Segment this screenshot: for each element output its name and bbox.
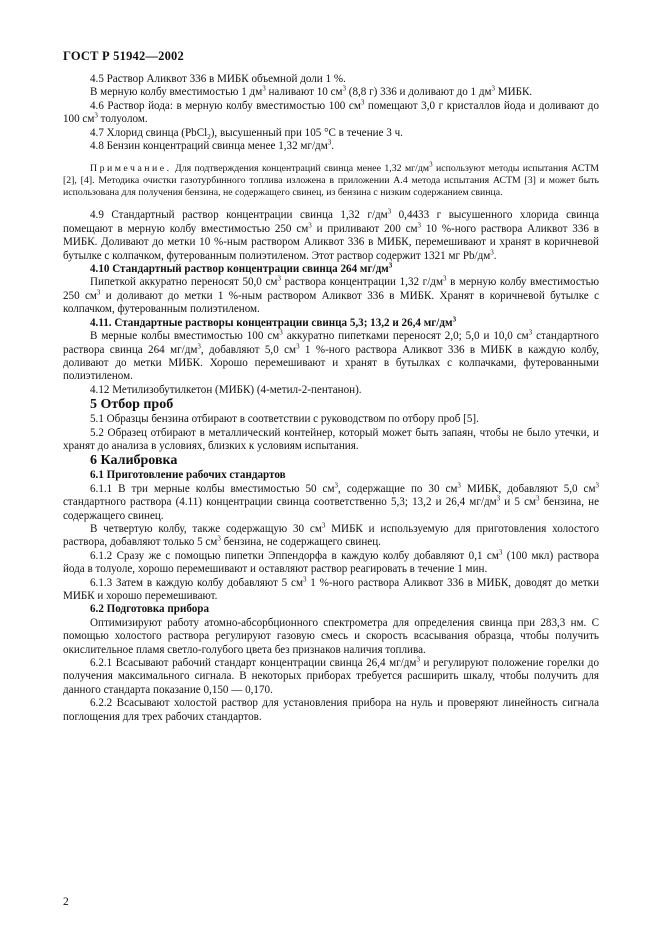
paragraph-6-1-2: 6.1.2 Сразу же с помощью пипетки Эппендорфа в каждую колбу добавляют 0,1 $см^3$ (100 мкл) раствора йода в толуоле, хорошо перемешивают и оставляют раствор реагировать в течение 1 мин.	[63, 548, 599, 576]
heading-4-11: 4.11. Стандартные растворы концентрации свинца 5,3; 13,2 и 26,4 $мг/дм^3$	[90, 315, 457, 329]
heading-4-10: 4.10 Стандартный раствор концентрации свинца 264 $мг/дм^3$	[90, 261, 393, 276]
heading-6-1: 6.1 Приготовление рабочих стандартов	[90, 469, 286, 482]
note-label: Примечание.	[90, 163, 172, 175]
paragraph-6-2: Оптимизируют работу атомно-абсорбционного спектрометра для определения свинца при 283,3 нм. С помощью холостого раствора регулируют газовую смесь и скорость всасывания образца, чтобы получить окислительное пламя светло-голубого цвета без признаков наличия топлива.	[63, 616, 599, 656]
paragraph-6-2-1: 6.2.1 Всасывают рабочий стандарт концентрации свинца 26,4 $мг/дм^3$ и регулируют положение горелки до получения максимального сигнала. В некоторых приборах требуется расширить шкалу, чтобы получить для данного стандарта показание 0,150 — 0,170.	[63, 655, 599, 696]
paragraph-6-1-1: 6.1.1 В три мерные колбы вместимостью 50 $см^3$, содержащие по 30 $см^3$ МИБК, добавляют 5,0 $см^3$ стандартного раствора (4.11) концентрации свинца соответственно 5,3; 13,2 и 26,4 $мг/дм^3$ и 5 $см^3$ бензина, не содержащего свинец.	[63, 481, 600, 522]
paragraph-6-1-3: 6.1.3 Затем в каждую колбу добавляют 5 $см^3$ 1 %-ного раствора Аликвот 336 в МИБК, доводят до метки МИБК и хорошо перемешивают.	[63, 574, 600, 602]
paragraph-4-8: 4.8 Бензин концентраций свинца менее 1,32 $мг/дм^3$.	[90, 138, 335, 153]
section-6-heading: 6 Калибровка	[90, 453, 178, 469]
page-number: 2	[63, 896, 69, 908]
paragraph-4-7: 4.7 Хлорид свинца (PbCl$_2$), высушенный при 105 °С в течение 3 ч.	[90, 126, 403, 141]
heading-6-2: 6.2 Подготовка прибора	[90, 603, 209, 616]
paragraph-6-1-1-blank: В четвертую колбу, также содержащую 30 $см^3$ МИБК и используемую для приготовления холостого раствора, добавляют только 5 $см^3$ бензина, не содержащего свинец.	[63, 521, 599, 549]
paragraph-5-1: 5.1 Образцы бензина отбирают в соответствии с руководством по отбору проб [5].	[90, 413, 479, 426]
paragraph-4-9: 4.9 Стандартный раствор концентрации свинца 1,32 $г/дм^3$ 0,4433 г высушенного хлорида свинца помещают в мерную колбу вместимостью 250 $см^3$ и приливают 200 $см^3$ 10 %-ного раствора Аликвот 336 в МИБК. Доливают до метки 10 %-ным раствором Аликвот 336 в МИБК, перемешивают и хранят в коричневой бутылке с колпачком, футерованным полиэтиленом. Этот раствор содержит 1321 мг $Pb/дм^3$.	[63, 207, 600, 262]
paragraph-4-11: В мерные колбы вместимостью 100 $см^3$ аккуратно пипетками переносят 2,0; 5,0 и 10,0 $см^3$ стандартного раствора свинца 264 $мг/дм^3$, добавляют 5,0 $см^3$ 1 %-ного раствора Аликвот 336 в МИБК в каждую колбу, доливают до метки МИБК. Хорошо перемешивают и хранят в бутылках с колпачками, футерованными полиэтиленом.	[63, 328, 599, 383]
paragraph-4-6: 4.6 Раствор йода: в мерную колбу вместимостью 100 $см^3$ помещают 3,0 г кристаллов йода и доливают до 100 $см^3$ толуолом.	[63, 98, 599, 126]
document-header: ГОСТ Р 51942—2002	[63, 49, 184, 63]
note-paragraph: Примечание. Для подтверждения концентраций свинца менее 1,32 $мг/дм^3$ используют методы испытания АСТМ [2], [4]. Методика очистки газотурбинного топлива изложена в приложении А.4 метода испытания АСТМ [3] и может быть использована для получения бензина, не содержащего свинец, из бензина с низким содержанием свинца.	[63, 161, 599, 199]
document-body	[63, 73, 599, 724]
paragraph-4-5: 4.5 Раствор Аликвот 336 в МИБК объемной доли 1 %.	[90, 73, 346, 85]
paragraph-4-5-body: В мерную колбу вместимостью 1 $дм^3$ наливают 10 $см^3$ (8,8 г) 336 и доливают до 1 $дм^3$ МИБК.	[90, 84, 533, 99]
paragraph-4-10: Пипеткой аккуратно переносят 50,0 $см^3$ раствора концентрации 1,32 $г/дм^3$ в мерную колбу вместимостью 250 $см^3$ и доливают до метки 1 %-ным раствором Аликвот 336 в МИБК. Хранят в коричневой бутылке с колпачком, футерованным полиэтиленом.	[63, 274, 599, 316]
paragraph-6-2-2: 6.2.2 Всасывают холостой раствор для установления прибора на нуль и проверяют линейность сигнала поглощения для трех рабочих стандартов.	[63, 697, 599, 723]
paragraph-5-2: 5.2 Образец отбирают в металлический контейнер, который может быть запаян, чтобы не было утечки, и хранят до анализа в условиях, близких к условиям испытания.	[63, 426, 599, 452]
section-5-heading: 5 Отбор проб	[90, 397, 174, 413]
paragraph-4-12: 4.12 Метилизобутилкетон (МИБК) (4-метил-2-пентанон).	[90, 383, 362, 396]
